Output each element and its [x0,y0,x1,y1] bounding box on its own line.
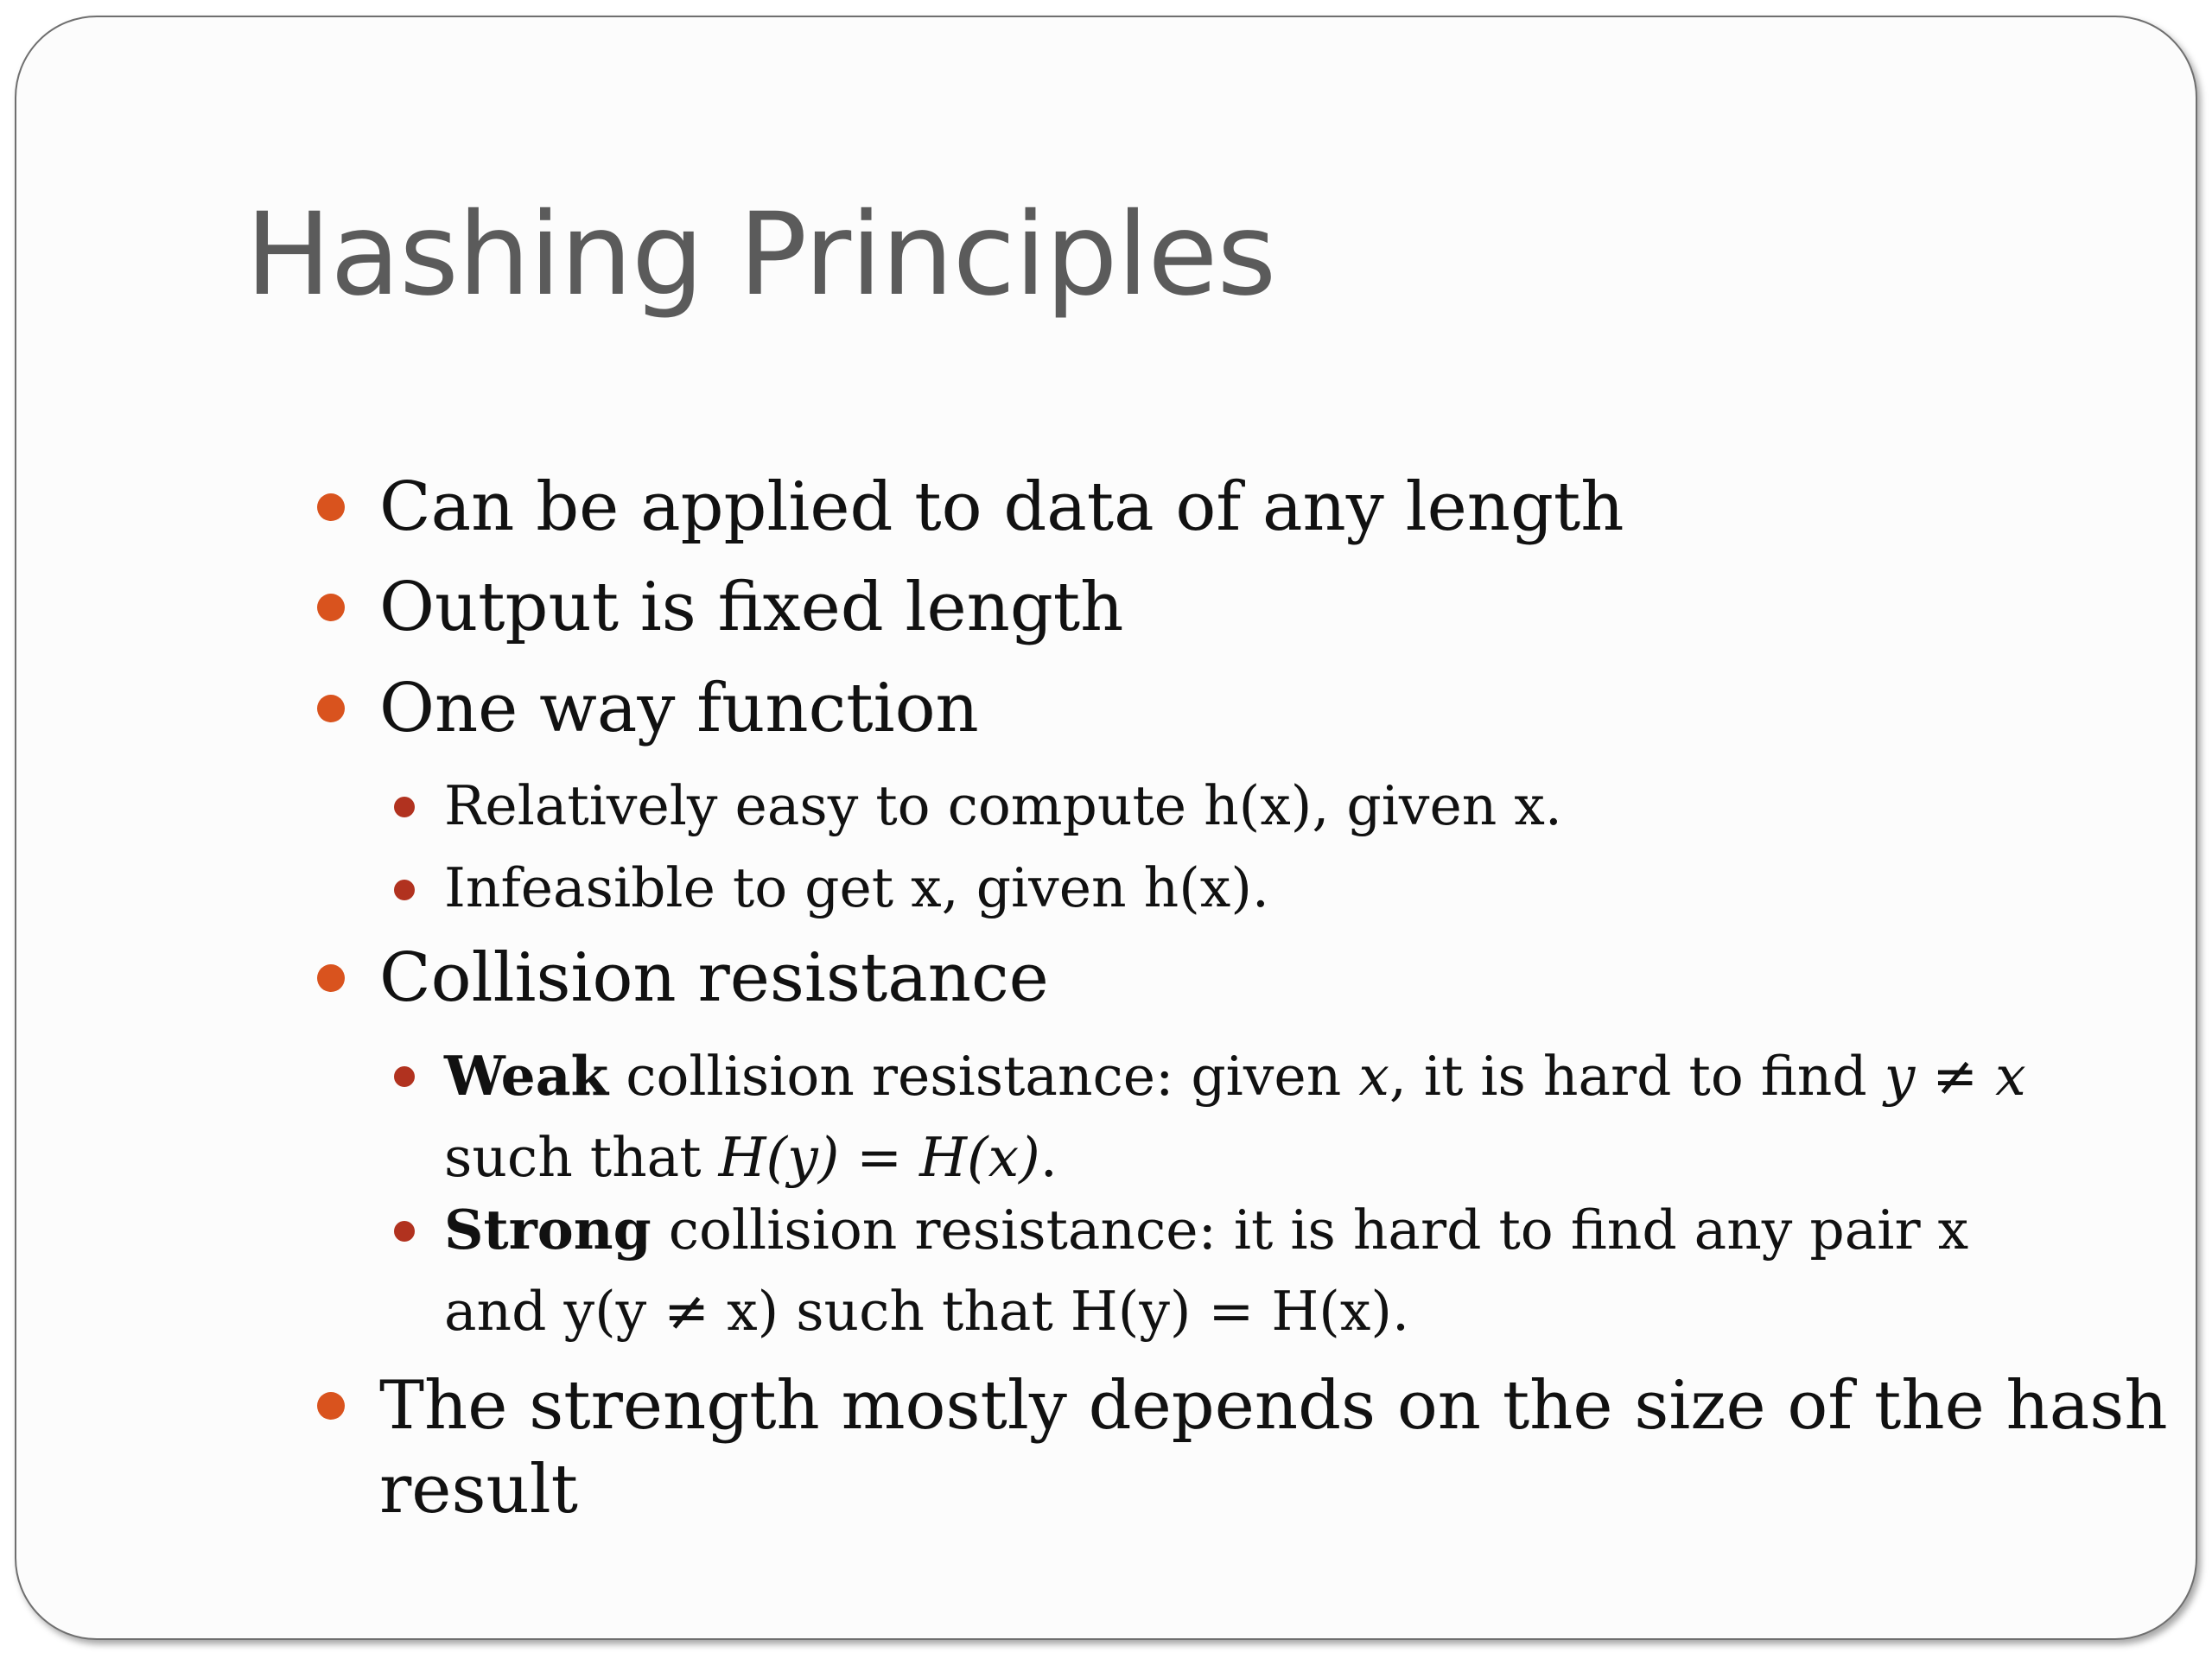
sub-bullet-dot-icon [394,1066,415,1087]
math-expression: y ≠ x [1884,1045,2026,1108]
sub-bullet-dot-icon [394,797,415,817]
sub-bullet-item-weak-line2 [444,1123,1058,1192]
sub-bullet-item-weak-line1 [444,1041,2026,1111]
sub-bullet-dot-icon [394,880,415,900]
sub-bullet-item-strong-line2: and y(y ≠ x) such that H(y) = H(x). [444,1280,1409,1343]
slide [15,16,2197,1640]
bold-term: Weak [444,1044,609,1108]
sub-bullet-item: Infeasible to get x, given h(x). [444,856,1269,919]
bullet-item: Can be applied to data of any length [379,468,1624,546]
slide-title: Hashing Principles [245,188,1276,321]
math-variable: x [1358,1045,1389,1108]
text-fragment: , it is hard to find [1389,1045,1885,1108]
bullet-dot-icon [317,695,345,722]
bullet-item: One way function [379,670,979,747]
sub-bullet-item: Relatively easy to compute h(x), given x. [444,774,1562,837]
text-fragment: collision resistance: it is hard to find any pair x [651,1198,1969,1262]
slide-body [16,17,2196,1638]
bullet-dot-icon [317,1392,345,1420]
bullet-item-line1: The strength mostly depends on the size of the hash [379,1367,2168,1445]
text-fragment: such that [444,1126,719,1189]
bullet-dot-icon [317,964,345,992]
bullet-dot-icon [317,493,345,521]
bullet-item: Output is fixed length [379,569,1124,646]
sub-bullet-item-strong-line1 [444,1195,1968,1265]
sub-bullet-dot-icon [394,1221,415,1242]
bullet-item-line2: result [379,1451,579,1529]
math-expression: H(y) = H(x) [718,1126,1040,1189]
bullet-dot-icon [317,594,345,621]
text-fragment: collision resistance: given [608,1045,1359,1108]
bullet-item: Collision resistance [379,939,1049,1017]
bold-term: Strong [444,1198,652,1262]
text-fragment: . [1039,1126,1058,1189]
